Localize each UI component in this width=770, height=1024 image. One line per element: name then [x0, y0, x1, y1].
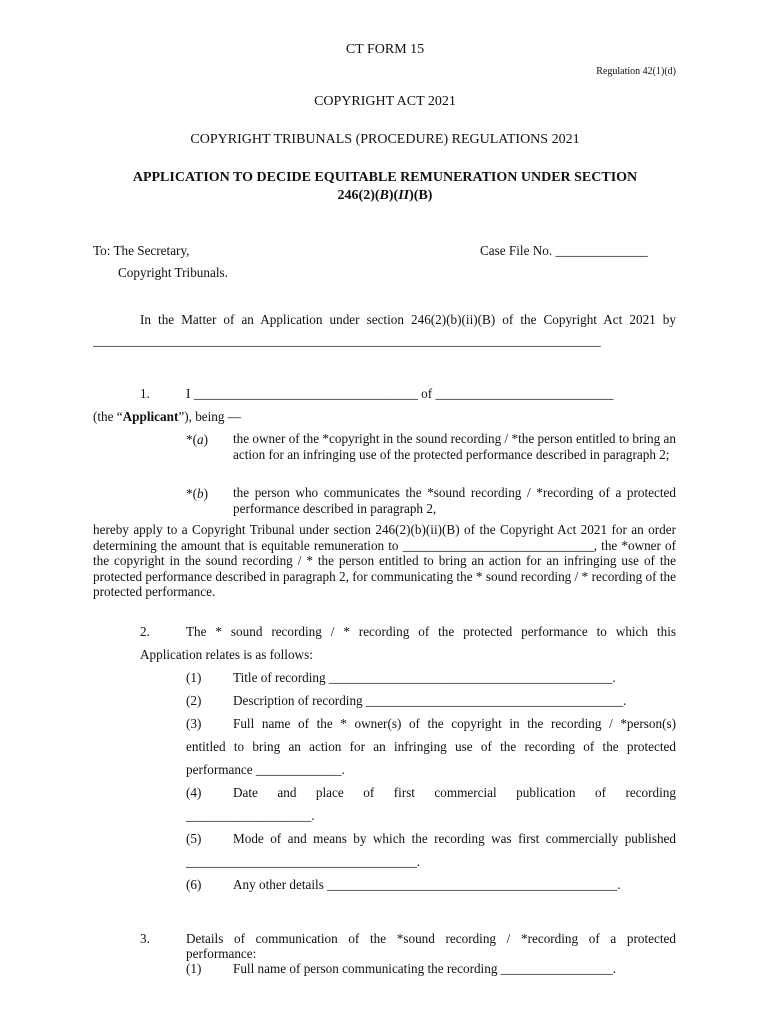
para2-item-title: Title of recording ___________________________________________. [233, 670, 616, 685]
para2-item-owner-cont1: entitled to bring an action for an infringing use of the recording of the protected [186, 739, 676, 754]
addressee-line: To: The Secretary, [93, 243, 190, 258]
application-title-line1: APPLICATION TO DECIDE EQUITABLE REMUNERATION UNDER SECTION [132, 170, 638, 185]
para1-option-b-text: the person who communicates the *sound recording / *recording of a protected performance described in paragraph 2, [233, 485, 676, 516]
para2-intro-line1: The * sound recording / * recording of the protected performance to which this [186, 624, 676, 639]
form-number: CT FORM 15 [345, 42, 425, 57]
para3-intro-line1: Details of communication of the *sound recording / *recording of a protected [186, 931, 676, 946]
para3-item-number: (1) [186, 961, 202, 976]
addressee-tribunals: Copyright Tribunals. [118, 265, 228, 280]
regulations-heading: COPYRIGHT TRIBUNALS (PROCEDURE) REGULATIONS 2021 [190, 132, 580, 147]
para3-number: 3. [140, 931, 150, 946]
para2-item-number: (3) [186, 716, 202, 731]
para1-option-b-label: *(b) [186, 486, 208, 501]
matter-line: In the Matter of an Application under section 246(2)(b)(ii)(B) of the Copyright Act 2021 by [140, 312, 676, 327]
act-heading: COPYRIGHT ACT 2021 [314, 94, 456, 109]
para2-item-number: (2) [186, 693, 202, 708]
para2-item-publication-cont: ___________________. [186, 808, 315, 823]
para2-intro-line2: Application relates is as follows: [140, 647, 313, 662]
para2-number: 2. [140, 624, 150, 639]
case-file-number: Case File No. ______________ [480, 243, 648, 258]
para2-item-number: (4) [186, 785, 202, 800]
para2-item-number: (5) [186, 831, 202, 846]
para2-item-mode-cont: ___________________________________. [186, 854, 421, 869]
para2-item-owner: Full name of the * owner(s) of the copyright in the recording / *person(s) [233, 716, 676, 731]
application-title-line2: 246(2)(B)(II)(B) [337, 188, 433, 203]
regulation-reference: Regulation 42(1)(d) [596, 66, 676, 77]
para2-item-description: Description of recording _______________________________________. [233, 693, 627, 708]
para1-hereby-apply-text: hereby apply to a Copyright Tribunal under section 246(2)(b)(ii)(B) of the Copyright Act 2021 for an order determining the amount that is equitable remuneration to _____________________________, the *owner of the copyright in the sound recording / * the person entitled to bring an action for an infringing use of the protected performance described in paragraph 2, for communicating the * sound recording / * recording of the protected performance. [93, 522, 676, 599]
para1-applicant-line: I __________________________________ of ___________________________ [186, 386, 614, 401]
para3-intro-line2: performance: [186, 946, 257, 961]
para1-number: 1. [140, 386, 150, 401]
matter-applicant-blank: _____________________________________________________________________________ [93, 333, 601, 348]
para2-item-owner-cont2: performance _____________. [186, 762, 345, 777]
para1-option-a-label: *(a) [186, 432, 208, 447]
para2-item-other: Any other details ____________________________________________. [233, 877, 621, 892]
para1-option-a-text: the owner of the *copyright in the sound recording / *the person entitled to bring an action for an infringing use of the protected performance described in paragraph 2; [233, 431, 676, 462]
para2-item-number: (1) [186, 670, 202, 685]
para2-item-mode: Mode of and means by which the recording was first commercially published [233, 831, 676, 846]
para3-item-communicator: Full name of person communicating the recording _________________. [233, 961, 617, 976]
para2-item-publication: Date and place of first commercial publication of recording [233, 785, 676, 800]
para2-item-number: (6) [186, 877, 202, 892]
para1-applicant-definition: (the “Applicant”), being — [93, 409, 241, 424]
